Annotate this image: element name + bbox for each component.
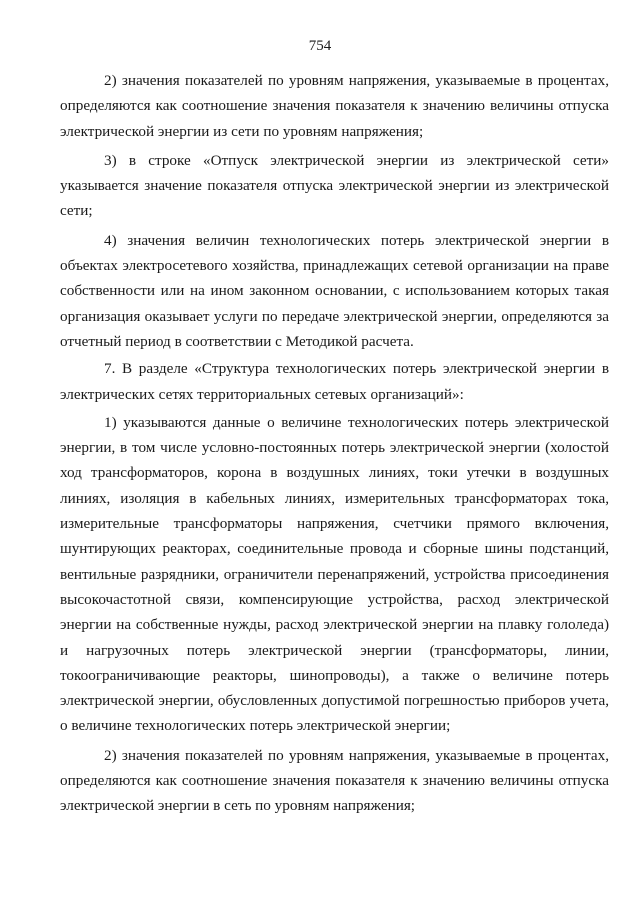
text-line: токоограничивающие реакторы, шинопроводы), а также о величине потерь: [60, 666, 609, 684]
text-line: 4) значения величин технологических потерь электрической энергии в: [104, 231, 609, 249]
text-line: отчетный период в соответствии с Методикой расчета.: [60, 332, 414, 350]
paragraph-section-7-heading: [60, 356, 609, 407]
text-line: 1) указываются данные о величине технологических потерь электрической: [104, 413, 609, 431]
text-line: определяются как соотношение значения показателя к значению величины отпуска: [60, 97, 609, 115]
text-line: вентильные разрядники, ограничители перенапряжений, устройства присоединения: [60, 565, 609, 583]
document-body: [60, 68, 609, 819]
text-line: определяются как соотношение значения показателя к значению величины отпуска: [60, 772, 609, 790]
paragraph-voltage-levels-to-network: [60, 743, 609, 819]
text-line: 2) значения показателей по уровням напряжения, указываемые в процентах,: [104, 72, 609, 89]
paragraph-voltage-levels-from-network: [60, 68, 609, 144]
text-line: указывается значение показателя отпуска электрической энергии из электрической: [60, 177, 609, 195]
text-line: 7. В разделе «Структура технологических потерь электрической энергии в: [104, 360, 609, 378]
text-line: электрических сетях территориальных сетевых организаций»:: [60, 385, 464, 403]
paragraph-technological-losses: [60, 228, 609, 354]
text-line: высокочастотной связи, компенсирующие устройства, расход электрической: [60, 590, 609, 608]
text-line: собственности или на ином законном основании, с использованием которых такая: [60, 282, 609, 300]
text-line: 2) значения показателей по уровням напряжения, указываемые в процентах,: [104, 746, 609, 764]
text-line: шунтирующих реакторах, соединительные провода и сборные шины подстанций,: [60, 540, 609, 558]
paragraph-release-row: [60, 148, 609, 224]
text-line: энергии на собственные нужды, расход электрической энергии на плавку гололеда): [60, 616, 609, 634]
text-line: и нагрузочных потерь электрической энергии (трансформаторы, линии,: [60, 641, 609, 659]
text-line: электрической энергии в сеть по уровням напряжения;: [60, 797, 416, 815]
text-line: электрической энергии, обусловленных допустимой погрешностью приборов учета,: [60, 692, 609, 710]
text-line: сети;: [60, 202, 93, 220]
text-line: электрической энергии из сети по уровням напряжения;: [60, 122, 424, 140]
text-line: измерительные трансформаторы напряжения, счетчики прямого включения,: [60, 515, 609, 533]
text-line: энергии, в том числе условно-постоянных потерь электрической энергии (холостой: [60, 439, 609, 457]
text-line: 3) в строке «Отпуск электрической энергии из электрической сети»: [104, 151, 609, 169]
text-line: линиях, изоляция в кабельных линиях, измерительных трансформаторах тока,: [60, 489, 609, 507]
text-line: о величине технологических потерь электрической энергии;: [60, 717, 451, 735]
text-line: объектах электросетевого хозяйства, принадлежащих сетевой организации на праве: [60, 257, 609, 275]
page-number: 754: [308, 38, 332, 54]
text-line: организация оказывает услуги по передаче электрической энергии, определяются за: [60, 307, 609, 325]
text-line: ход трансформаторов, корона в воздушных линиях, токи утечки в воздушных: [60, 464, 609, 482]
paragraph-structure-of-losses: [60, 410, 609, 739]
